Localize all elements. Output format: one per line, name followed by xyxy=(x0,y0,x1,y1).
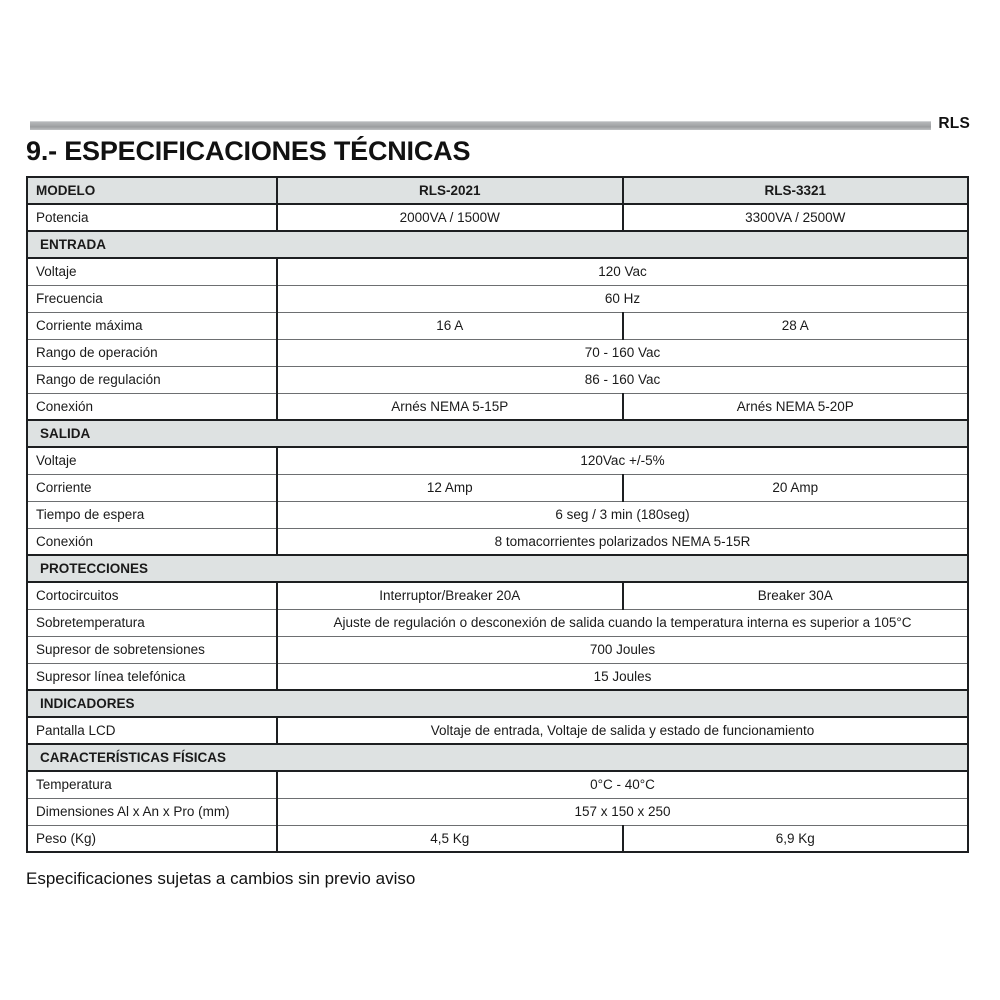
row-value-a-23: 4,5 Kg xyxy=(277,825,623,852)
model-header-a: RLS-2021 xyxy=(277,177,623,204)
row-value-b-0: 3300VA / 2500W xyxy=(623,204,969,231)
table-row xyxy=(27,501,968,528)
table-row xyxy=(27,636,968,663)
row-label-3: Frecuencia xyxy=(27,285,277,312)
model-header-b: RLS-3321 xyxy=(623,177,969,204)
table-row xyxy=(27,258,968,285)
table-row-model-header xyxy=(27,177,968,204)
table-row xyxy=(27,204,968,231)
row-value-16: 700 Joules xyxy=(277,636,968,663)
row-value-b-14: Breaker 30A xyxy=(623,582,969,609)
specifications-table xyxy=(26,176,969,853)
row-label-12: Conexión xyxy=(27,528,277,555)
section-header-label-13: PROTECCIONES xyxy=(27,555,968,582)
table-row xyxy=(27,447,968,474)
table-row xyxy=(27,312,968,339)
table-row xyxy=(27,582,968,609)
row-value-3: 60 Hz xyxy=(277,285,968,312)
footnote: Especificaciones sujetas a cambios sin previo aviso xyxy=(26,869,416,888)
row-value-b-7: Arnés NEMA 5-20P xyxy=(623,393,969,420)
row-value-b-23: 6,9 Kg xyxy=(623,825,969,852)
header-rule xyxy=(30,121,931,130)
table-row xyxy=(27,339,968,366)
table-row xyxy=(27,717,968,744)
row-label-9: Voltaje xyxy=(27,447,277,474)
row-value-6: 86 - 160 Vac xyxy=(277,366,968,393)
row-value-19: Voltaje de entrada, Voltaje de salida y estado de funcionamiento xyxy=(277,717,968,744)
row-value-b-10: 20 Amp xyxy=(623,474,969,501)
row-value-a-0: 2000VA / 1500W xyxy=(277,204,623,231)
row-label-21: Temperatura xyxy=(27,771,277,798)
row-label-11: Tiempo de espera xyxy=(27,501,277,528)
table-row xyxy=(27,285,968,312)
table-row xyxy=(27,528,968,555)
row-value-9: 120Vac +/-5% xyxy=(277,447,968,474)
table-row xyxy=(27,609,968,636)
row-label-5: Rango de operación xyxy=(27,339,277,366)
table-row xyxy=(27,798,968,825)
row-label-0: Potencia xyxy=(27,204,277,231)
row-value-2: 120 Vac xyxy=(277,258,968,285)
row-label-23: Peso (Kg) xyxy=(27,825,277,852)
table-row xyxy=(27,771,968,798)
model-header-label: MODELO xyxy=(27,177,277,204)
row-value-b-4: 28 A xyxy=(623,312,969,339)
section-header-label-8: SALIDA xyxy=(27,420,968,447)
table-row xyxy=(27,825,968,852)
row-label-22: Dimensiones Al x An x Pro (mm) xyxy=(27,798,277,825)
row-label-19: Pantalla LCD xyxy=(27,717,277,744)
row-label-10: Corriente xyxy=(27,474,277,501)
specifications-table-body xyxy=(27,177,968,852)
row-value-17: 15 Joules xyxy=(277,663,968,690)
section-header-label-20: CARACTERÍSTICAS FÍSICAS xyxy=(27,744,968,771)
row-value-21: 0°C - 40°C xyxy=(277,771,968,798)
table-row-section-header xyxy=(27,420,968,447)
row-label-6: Rango de regulación xyxy=(27,366,277,393)
brand-mark: RLS xyxy=(938,115,970,133)
section-header-label-18: INDICADORES xyxy=(27,690,968,717)
page-header-band xyxy=(30,115,970,133)
table-row xyxy=(27,366,968,393)
table-row xyxy=(27,663,968,690)
row-value-22: 157 x 150 x 250 xyxy=(277,798,968,825)
row-label-17: Supresor línea telefónica xyxy=(27,663,277,690)
table-row-section-header xyxy=(27,555,968,582)
page-title: 9.- ESPECIFICACIONES TÉCNICAS xyxy=(26,136,471,166)
table-row-section-header xyxy=(27,231,968,258)
row-value-15: Ajuste de regulación o desconexión de salida cuando la temperatura interna es superior a 105°C xyxy=(277,609,968,636)
row-value-a-7: Arnés NEMA 5-15P xyxy=(277,393,623,420)
row-value-a-4: 16 A xyxy=(277,312,623,339)
row-value-12: 8 tomacorrientes polarizados NEMA 5-15R xyxy=(277,528,968,555)
table-row xyxy=(27,474,968,501)
row-label-14: Cortocircuitos xyxy=(27,582,277,609)
row-label-16: Supresor de sobretensiones xyxy=(27,636,277,663)
row-value-a-14: Interruptor/Breaker 20A xyxy=(277,582,623,609)
table-row xyxy=(27,393,968,420)
table-row-section-header xyxy=(27,744,968,771)
section-header-label-1: ENTRADA xyxy=(27,231,968,258)
table-row-section-header xyxy=(27,690,968,717)
row-value-11: 6 seg / 3 min (180seg) xyxy=(277,501,968,528)
row-label-4: Corriente máxima xyxy=(27,312,277,339)
row-label-2: Voltaje xyxy=(27,258,277,285)
row-label-7: Conexión xyxy=(27,393,277,420)
row-value-5: 70 - 160 Vac xyxy=(277,339,968,366)
row-label-15: Sobretemperatura xyxy=(27,609,277,636)
row-value-a-10: 12 Amp xyxy=(277,474,623,501)
